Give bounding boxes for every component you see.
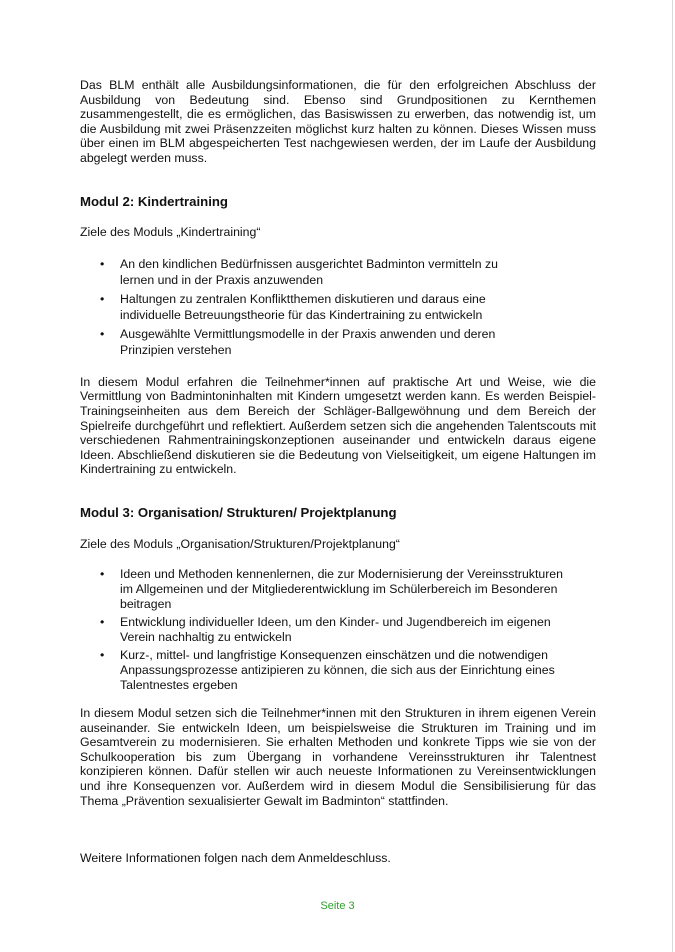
module-2-heading: Modul 2: Kindertraining bbox=[80, 193, 228, 209]
module-3-heading: Modul 3: Organisation/ Strukturen/ Projektplanung bbox=[80, 504, 397, 520]
list-item bbox=[80, 326, 520, 359]
module-3-goals-label: Ziele des Moduls „Organisation/Strukturen/Projektplanung“ bbox=[80, 536, 400, 551]
list-item-text: An den kindlichen Bedürfnissen ausgerichtet Badminton vermitteln zu lernen und in der Praxis anzuwenden bbox=[120, 256, 499, 288]
bullet-icon: • bbox=[100, 326, 105, 341]
page-content bbox=[80, 78, 596, 866]
module-3-description: In diesem Modul setzen sich die Teilnehmer*innen mit den Strukturen in ihrem eigenen Verein auseinander. Sie entwickeln Ideen, um beispielsweise die Strukturen im Training und im Gesamtverein zu modernisieren. Sie erhalten Methoden und konkrete Tipps wie sie von der Schulkooperation bis zum Übergang in vorhandene Vereinsstrukturen ihr Talentnest konzipieren können. Dafür stellen wir auch neueste Informationen zu Vereinsentwicklungen und ihre Konsequenzen vor. Außerdem wird in diesem Modul die Sensibilisierung für das Thema „Prävention sexualisierter Gewalt im Badminton“ stattfinden. bbox=[80, 706, 596, 808]
bullet-icon: • bbox=[100, 615, 105, 630]
page-number: Seite 3 bbox=[320, 900, 355, 912]
list-item bbox=[80, 291, 520, 324]
list-item-text: Kurz-, mittel- und langfristige Konsequenzen einschätzen und die notwendigen Anpassungsprozesse antizipieren zu können, die sich aus der Einrichtung eines Talentnestes ergeben bbox=[120, 648, 555, 693]
list-item-text: Entwicklung individueller Ideen, um den Kinder- und Jugendbereich im eigenen Verein nachhaltig zu entwickeln bbox=[120, 615, 551, 645]
bullet-icon: • bbox=[100, 291, 105, 306]
list-item-text: Ausgewählte Vermittlungsmodelle in der Praxis anwenden und deren Prinzipien verstehen bbox=[120, 326, 496, 358]
list-item-text: Ideen und Methoden kennenlernen, die zur Modernisierung der Vereinsstrukturen im Allgemeinen und der Mitgliederentwicklung im Schülerbereich im Besonderen beitragen bbox=[120, 567, 563, 612]
module-2-goals-label: Ziele des Moduls „Kindertraining“ bbox=[80, 225, 261, 240]
module-3-goals-list bbox=[80, 567, 570, 693]
module-2-description: In diesem Modul erfahren die Teilnehmer*innen auf praktische Art und Weise, wie die Vermittlung von Badmintoninhalten mit Kindern umgesetzt werden kann. Es werden Beispiel-Trainingseinheiten aus dem Bereich der Schläger-Ballgewöhnung und dem Bereich der Spielreife durchgeführt und reflektiert. Außerdem setzen sich die angehenden Talentscouts mit verschiedenen Rahmentrainingskonzeptionen auseinander und entwickeln daraus eigene Ideen. Abschließend diskutieren sie die Bedeutung von Vielseitigkeit, um eigene Haltungen im Kindertraining zu entwickeln. bbox=[80, 374, 596, 477]
list-item bbox=[80, 648, 570, 693]
list-item bbox=[80, 567, 570, 612]
bullet-icon: • bbox=[100, 256, 105, 271]
bullet-icon: • bbox=[100, 648, 105, 663]
closing-note: Weitere Informationen folgen nach dem Anmeldeschluss. bbox=[80, 851, 391, 866]
page-edge-divider bbox=[672, 0, 673, 952]
list-item bbox=[80, 256, 520, 289]
list-item bbox=[80, 615, 570, 645]
list-item-text: Haltungen zu zentralen Konfliktthemen diskutieren und daraus eine individuelle Betreuungstheorie für das Kindertraining zu entwickeln bbox=[120, 291, 486, 323]
module-2-goals-list bbox=[80, 256, 520, 359]
bullet-icon: • bbox=[100, 567, 105, 582]
intro-paragraph: Das BLM enthält alle Ausbildungsinformationen, die für den erfolgreichen Abschluss der Ausbildung von Bedeutung sind. Ebenso sind Grundpositionen zu Kernthemen zusammengestellt, die es ermöglichen, das Basiswissen zu erwerben, das notwendig ist, um die Ausbildung mit zwei Präsenzzeiten möglichst kurz halten zu können. Dieses Wissen muss über einen im BLM abgespeicherten Test nachgewiesen werden, der im Laufe der Ausbildung abgelegt werden muss. bbox=[80, 78, 596, 165]
